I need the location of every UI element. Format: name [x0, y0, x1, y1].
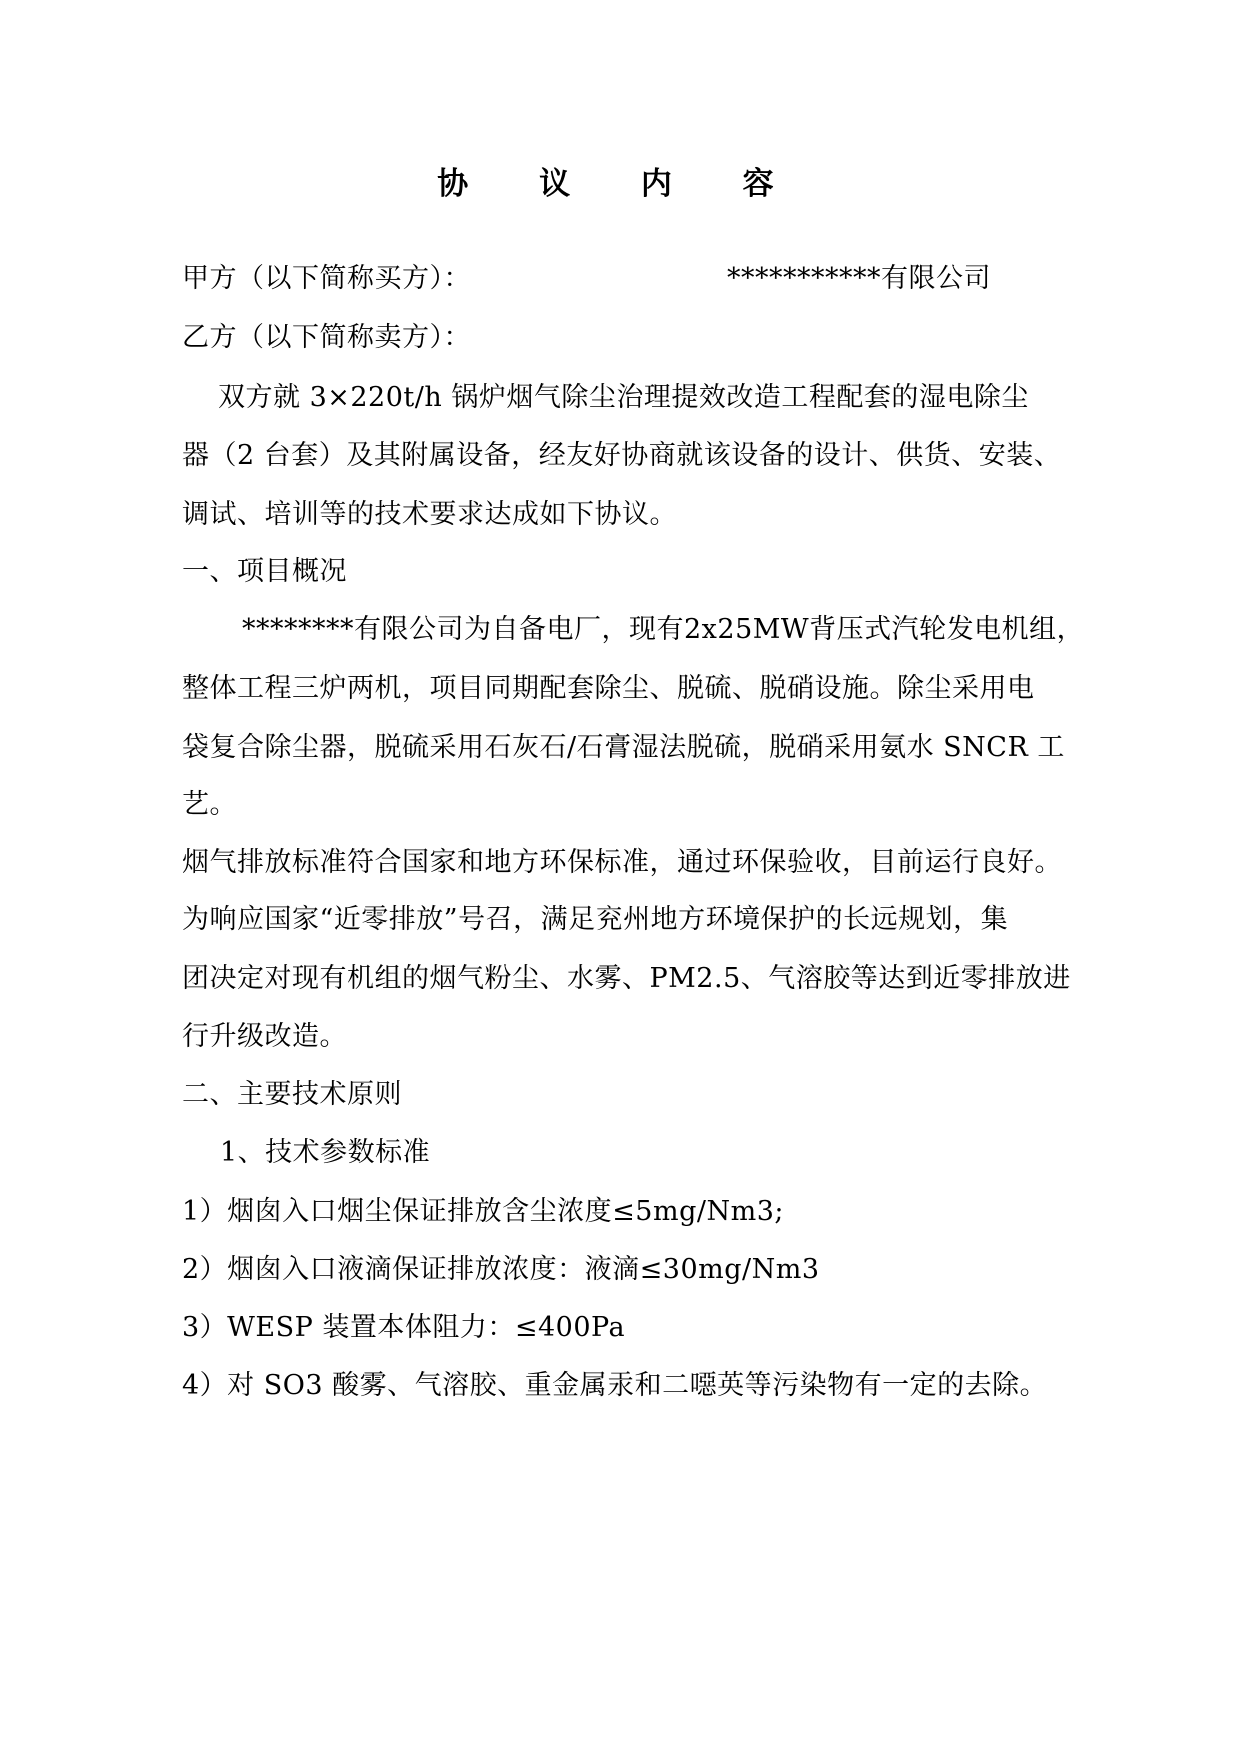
- intro-line: 调试、培训等的技术要求达成如下协议。: [182, 499, 677, 530]
- intro-line: 双方就 3×220t/h 锅炉烟气除尘治理提效改造工程配套的湿电除尘: [218, 382, 1029, 413]
- list-item: 1）烟囱入口烟尘保证排放含尘浓度≤5mg/Nm3;: [182, 1196, 784, 1227]
- intro-line: 器（2 台套）及其附属设备，经友好协商就该设备的设计、供货、安装、: [182, 440, 1062, 471]
- section-heading: 二、主要技术原则: [182, 1079, 402, 1110]
- paragraph-line: 艺。: [182, 789, 237, 820]
- document-title: 协 议 内 容: [437, 166, 804, 202]
- paragraph-line: ********有限公司为自备电厂，现有2x25MW背压式汽轮发电机组，: [242, 614, 1085, 645]
- paragraph-line: 烟气排放标准符合国家和地方环保标准，通过环保验收，目前运行良好。: [182, 847, 1062, 878]
- party-a-row: [182, 263, 991, 295]
- paragraph-line: 整体工程三炉两机，项目同期配套除尘、脱硫、脱硝设施。除尘采用电: [182, 673, 1035, 704]
- party-a-label: 甲方（以下简称买方）：: [182, 263, 471, 294]
- party-b-label: 乙方（以下简称卖方）：: [182, 322, 471, 353]
- party-a-value: ***********有限公司: [727, 263, 991, 294]
- paragraph-line: 团决定对现有机组的烟气粉尘、水雾、PM2.5、气溶胶等达到近零排放进: [182, 963, 1071, 994]
- paragraph-line: 行升级改造。: [182, 1021, 347, 1052]
- list-item: 2）烟囱入口液滴保证排放浓度：液滴≤30mg/Nm3: [182, 1254, 820, 1285]
- paragraph-line: 袋复合除尘器，脱硫采用石灰石/石膏湿法脱硫，脱硝采用氨水 SNCR 工: [182, 732, 1065, 763]
- section-heading: 一、项目概况: [182, 556, 347, 587]
- list-item: 4）对 SO3 酸雾、气溶胶、重金属汞和二噁英等污染物有一定的去除。: [182, 1370, 1048, 1401]
- list-item: 3）WESP 装置本体阻力：≤400Pa: [182, 1312, 626, 1343]
- subsection-heading: 1、技术参数标准: [220, 1137, 431, 1168]
- paragraph-line: 为响应国家“近零排放”号召，满足兖州地方环境保护的长远规划，集: [182, 904, 1009, 935]
